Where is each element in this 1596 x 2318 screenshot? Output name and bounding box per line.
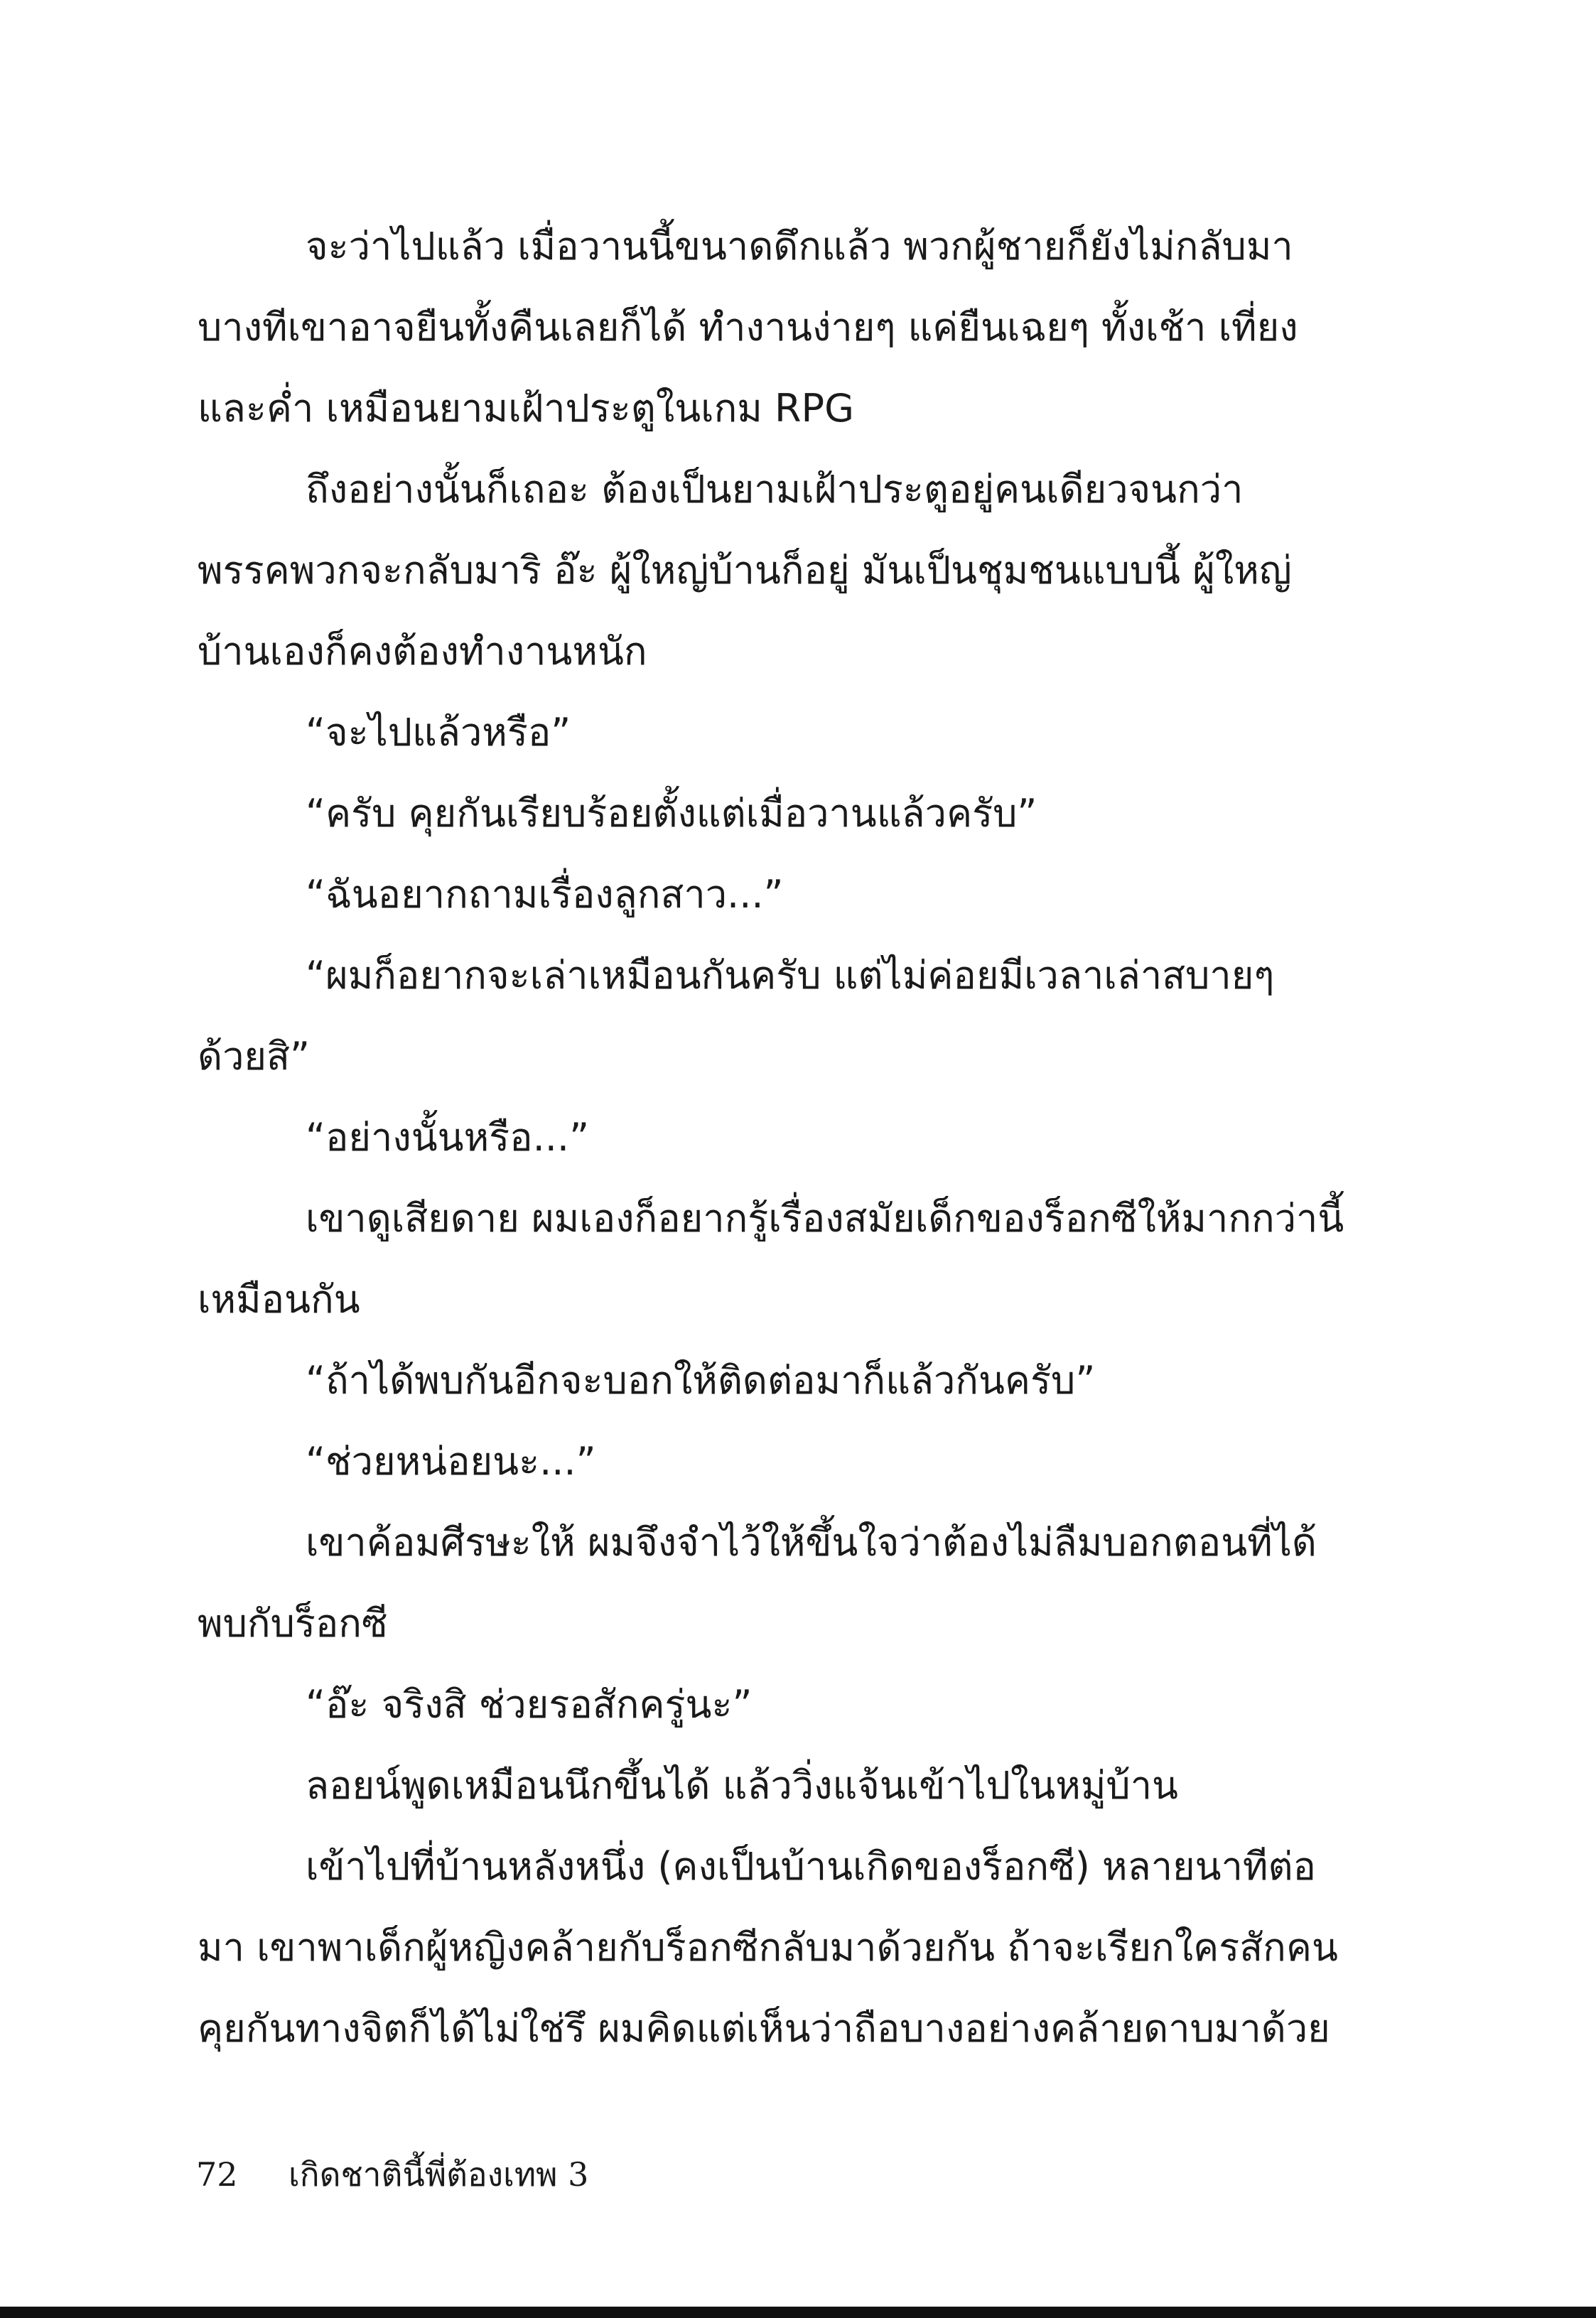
text-line-2: บางทีเขาอาจยืนทั้งคืนเลยก็ได้ ทำงานง่ายๆ แค่ยืนเฉยๆ ทั้งเช้า เที่ยง bbox=[198, 305, 1298, 350]
body-text bbox=[198, 206, 1344, 2069]
book-title: เกิดชาตินี้พี่ต้องเทพ 3 bbox=[289, 2155, 589, 2194]
text-line-4: ถึงอย่างนั้นก็เถอะ ต้องเป็นยามเฝ้าประตูอยู่คนเดียวจนกว่า bbox=[306, 467, 1244, 512]
text-line-20: ลอยน์พูดเหมือนนึกขึ้นได้ แล้ววิ่งแจ้นเข้าไปในหมู่บ้าน bbox=[306, 1763, 1178, 1808]
text-line-9: “ฉันอยากถามเรื่องลูกสาว...” bbox=[306, 872, 784, 917]
page-footer bbox=[196, 2153, 588, 2196]
bottom-edge-bar bbox=[0, 2307, 1596, 2318]
text-line-22: มา เขาพาเด็กผู้หญิงคล้ายกับร็อกซีกลับมาด้วยกัน ถ้าจะเรียกใครสักคน bbox=[198, 1925, 1338, 1970]
text-line-19: “อ๊ะ จริงสิ ช่วยรอสักครู่นะ” bbox=[306, 1682, 753, 1727]
text-line-16: “ช่วยหน่อยนะ...” bbox=[306, 1439, 596, 1484]
text-line-7: “จะไปแล้วหรือ” bbox=[306, 710, 571, 755]
text-line-8: “ครับ คุยกันเรียบร้อยตั้งแต่เมื่อวานแล้วครับ” bbox=[306, 791, 1037, 836]
text-line-17: เขาค้อมศีรษะให้ ผมจึงจำไว้ให้ขึ้นใจว่าต้องไม่ลืมบอกตอนที่ได้ bbox=[306, 1520, 1317, 1565]
text-line-1: จะว่าไปแล้ว เมื่อวานนี้ขนาดดึกแล้ว พวกผู้ชายก็ยังไม่กลับมา bbox=[306, 224, 1293, 269]
text-line-23: คุยกันทางจิตก็ได้ไม่ใช่รึ ผมคิดแต่เห็นว่าถือบางอย่างคล้ายดาบมาด้วย bbox=[198, 2006, 1330, 2051]
text-line-13: เขาดูเสียดาย ผมเองก็อยากรู้เรื่องสมัยเด็กของร็อกซีให้มากกว่านี้ bbox=[306, 1196, 1344, 1241]
text-line-12: “อย่างนั้นหรือ...” bbox=[306, 1115, 590, 1160]
text-line-15: “ถ้าได้พบกันอีกจะบอกให้ติดต่อมาก็แล้วกันครับ” bbox=[306, 1358, 1096, 1403]
text-line-5: พรรคพวกจะกลับมาริ อ๊ะ ผู้ใหญ่บ้านก็อยู่ มันเป็นชุมชนแบบนี้ ผู้ใหญ่ bbox=[198, 548, 1292, 593]
page-number: 72 bbox=[196, 2155, 238, 2194]
text-line-6: บ้านเองก็คงต้องทำงานหนัก bbox=[198, 629, 647, 674]
text-line-3: และค่ำ เหมือนยามเฝ้าประตูในเกม RPG bbox=[198, 386, 854, 431]
text-line-21: เข้าไปที่บ้านหลังหนึ่ง (คงเป็นบ้านเกิดของร็อกซี) หลายนาทีต่อ bbox=[306, 1844, 1316, 1889]
text-line-14: เหมือนกัน bbox=[198, 1277, 360, 1322]
text-line-11: ด้วยสิ” bbox=[198, 1034, 310, 1079]
text-line-10: “ผมก็อยากจะเล่าเหมือนกันครับ แต่ไม่ค่อยมีเวลาเล่าสบายๆ bbox=[306, 953, 1275, 998]
text-line-18: พบกับร็อกซี bbox=[198, 1601, 388, 1646]
